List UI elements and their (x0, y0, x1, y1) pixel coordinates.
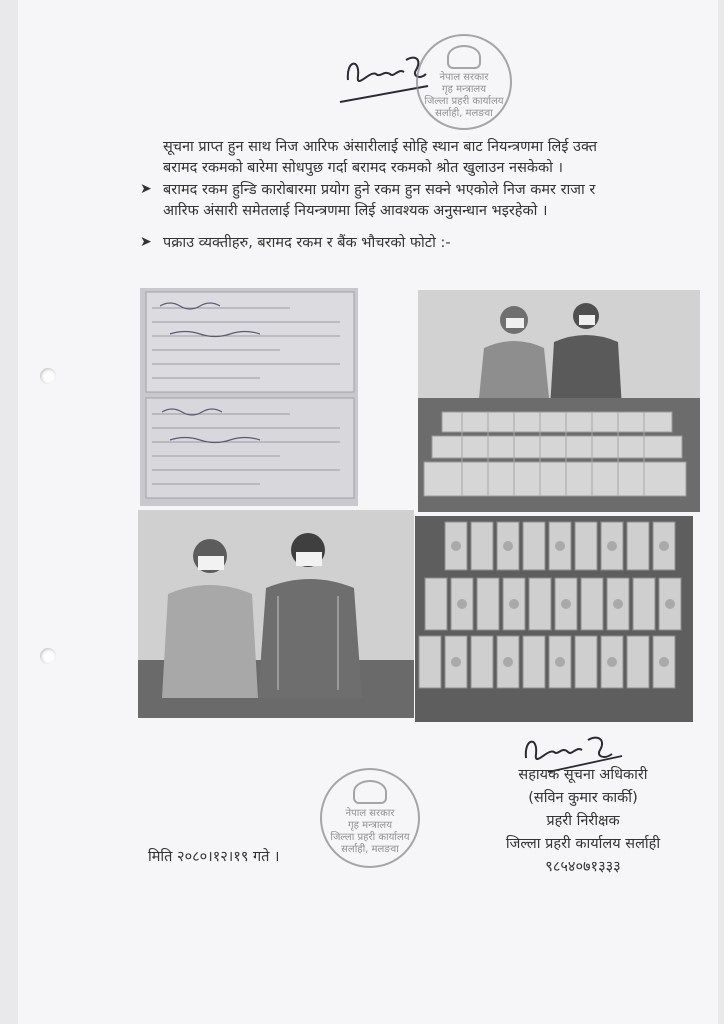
seal-text-1: नेपाल सरकार (345, 808, 395, 819)
seal-text-2: गृह मन्त्रालय (441, 84, 487, 95)
arrow-right-icon: ➤ (140, 181, 152, 197)
suspects-with-cash-photo (418, 290, 700, 512)
suspects-seated-photo (138, 510, 414, 718)
punch-hole-bottom (40, 648, 56, 664)
signatory-phone: ९८५४०७१३३३ (545, 859, 621, 875)
bank-voucher-photo (140, 288, 358, 506)
bullet-1-line-2: आरिफ अंसारी समेतलाई नियन्त्रणमा लिई आवश्यक अनुसन्धान भइरहेको । (163, 203, 548, 219)
signatory-block (468, 764, 698, 879)
signatory-designation: सहायक सूचना अधिकारी (518, 767, 648, 783)
emblem-icon (447, 45, 481, 69)
seal-text-2: गृह मन्त्रालय (347, 820, 393, 831)
punch-hole-top (40, 368, 56, 384)
signatory-office: जिल्ला प्रहरी कार्यालय सर्लाही (505, 836, 661, 852)
signatory-rank: प्रहरी निरीक्षक (546, 813, 620, 829)
bullet-1-line-1: बरामद रकम हुन्डि कारोबारमा प्रयोग हुने रकम हुन सक्ने भएकोले निज कमर राजा र (163, 182, 596, 198)
bullet-2 (163, 233, 723, 254)
seal-text-4: सर्लाही, मलङवा (341, 844, 399, 855)
seal-text-1: नेपाल सरकार (439, 72, 489, 83)
bullet-2-line-1: पक्राउ व्यक्तीहरु, बरामद रकम र बैंक भौचरको फोटो :- (163, 235, 451, 251)
bullet-1 (163, 180, 723, 222)
seal-text-4: सर्लाही, मलङवा (435, 108, 493, 119)
paragraph-1-line-2: बरामद रकमको बारेमा सोधपुछ गर्दा बरामद रकमको श्रोत खुलाउन नसकेको । (163, 160, 564, 176)
paragraph-1-line-1: सूचना प्राप्त हुन साथ निज आरिफ अंसारीलाई सोहि स्थान बाट नियन्त्रणमा लिई उक्त (163, 139, 598, 155)
cash-bundles-photo (415, 516, 693, 722)
paragraph-1 (163, 137, 723, 179)
document-page (18, 0, 718, 1024)
office-seal-bottom (320, 768, 420, 868)
seal-text-3: जिल्ला प्रहरी कार्यालय (424, 96, 504, 107)
emblem-icon (353, 780, 387, 804)
office-seal-top (416, 34, 512, 130)
seal-text-3: जिल्ला प्रहरी कार्यालय (330, 832, 410, 843)
document-date: मिति २०८०।१२।१९ गते । (148, 849, 280, 865)
arrow-right-icon: ➤ (140, 234, 152, 250)
signatory-name: (सविन कुमार कार्की) (528, 790, 638, 806)
